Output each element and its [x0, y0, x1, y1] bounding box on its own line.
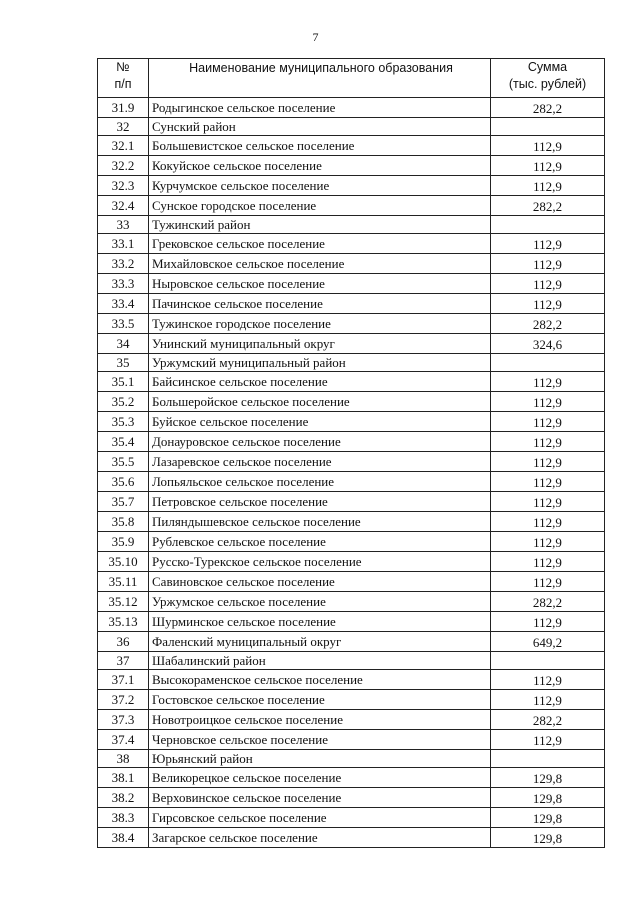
- row-name: Новотроицкое сельское поселение: [149, 710, 491, 730]
- row-name: Уржумский муниципальный район: [149, 354, 491, 372]
- row-sum-value: 324,6: [532, 337, 563, 352]
- row-number: 38.2: [98, 788, 149, 808]
- row-sum: [491, 216, 605, 234]
- table-row: [98, 216, 605, 234]
- table-row: [98, 472, 605, 492]
- row-sum-value: 112,9: [533, 415, 562, 430]
- table-row: [98, 334, 605, 354]
- row-sum: [491, 532, 605, 552]
- page-number: 7: [312, 30, 319, 44]
- row-sum: [491, 98, 605, 118]
- row-number: 32.4: [98, 196, 149, 216]
- row-name: Великорецкое сельское поселение: [149, 768, 491, 788]
- row-sum: [491, 828, 605, 848]
- table-row: [98, 196, 605, 216]
- row-sum: [491, 808, 605, 828]
- row-number: 32.3: [98, 176, 149, 196]
- row-sum: [491, 670, 605, 690]
- table-row: [98, 492, 605, 512]
- row-sum-value: 282,2: [532, 101, 563, 116]
- row-number: 37.2: [98, 690, 149, 710]
- row-number: 33.2: [98, 254, 149, 274]
- row-number: 38: [98, 750, 149, 768]
- row-sum-value: 112,9: [533, 515, 562, 530]
- row-sum-value: 129,8: [532, 771, 563, 786]
- row-number: 37: [98, 652, 149, 670]
- row-sum: [491, 274, 605, 294]
- row-sum: [491, 612, 605, 632]
- table-row: [98, 592, 605, 612]
- row-sum: [491, 294, 605, 314]
- row-sum-value: 112,9: [533, 395, 562, 410]
- row-name: Буйское сельское поселение: [149, 412, 491, 432]
- row-sum-value: 282,2: [532, 199, 563, 214]
- row-number: 38.3: [98, 808, 149, 828]
- row-number: 33.4: [98, 294, 149, 314]
- row-number: 35.1: [98, 372, 149, 392]
- table-row: [98, 670, 605, 690]
- row-name: Высокораменское сельское поселение: [149, 670, 491, 690]
- row-name: Юрьянский район: [149, 750, 491, 768]
- table-row: [98, 768, 605, 788]
- row-sum: [491, 234, 605, 254]
- row-sum-value: 112,9: [533, 535, 562, 550]
- row-number: 38.1: [98, 768, 149, 788]
- table-row: [98, 690, 605, 710]
- row-sum-value: 112,9: [533, 673, 562, 688]
- row-name: Сунское городское поселение: [149, 196, 491, 216]
- row-number: 35.3: [98, 412, 149, 432]
- row-name: Пиляндышевское сельское поселение: [149, 512, 491, 532]
- row-sum-value: 112,9: [533, 495, 562, 510]
- row-sum: [491, 750, 605, 768]
- row-sum: [491, 372, 605, 392]
- header-name: Наименование муниципального образования: [149, 59, 491, 98]
- row-sum-value: 282,2: [532, 713, 563, 728]
- row-sum: [491, 452, 605, 472]
- row-sum: [491, 254, 605, 274]
- row-name: Тужинский район: [149, 216, 491, 234]
- row-number: 31.9: [98, 98, 149, 118]
- row-sum-value: 112,9: [533, 475, 562, 490]
- table-row: [98, 254, 605, 274]
- row-number: 35.13: [98, 612, 149, 632]
- row-sum: [491, 652, 605, 670]
- row-sum-value: 112,9: [533, 277, 562, 292]
- row-name: Донауровское сельское поселение: [149, 432, 491, 452]
- row-sum-value: 129,8: [532, 791, 563, 806]
- row-name: Уржумское сельское поселение: [149, 592, 491, 612]
- table-row: [98, 750, 605, 768]
- row-sum: [491, 412, 605, 432]
- table-row: [98, 710, 605, 730]
- row-name: Михайловское сельское поселение: [149, 254, 491, 274]
- table-row: [98, 612, 605, 632]
- row-name: Гирсовское сельское поселение: [149, 808, 491, 828]
- row-number: 35.7: [98, 492, 149, 512]
- header-number: № п/п: [98, 59, 149, 98]
- row-number: 32: [98, 118, 149, 136]
- row-number: 34: [98, 334, 149, 354]
- row-sum-value: 129,8: [532, 831, 563, 846]
- row-name: Большеройское сельское поселение: [149, 392, 491, 412]
- row-sum: [491, 472, 605, 492]
- row-name: Загарское сельское поселение: [149, 828, 491, 848]
- table-row: [98, 512, 605, 532]
- table-row: [98, 828, 605, 848]
- row-number: 37.4: [98, 730, 149, 750]
- table-row: [98, 552, 605, 572]
- row-sum-value: 112,9: [533, 615, 562, 630]
- row-sum-value: 112,9: [533, 733, 562, 748]
- table-row: [98, 156, 605, 176]
- table-row: [98, 274, 605, 294]
- table-row: [98, 452, 605, 472]
- row-number: 37.1: [98, 670, 149, 690]
- row-number: 35.5: [98, 452, 149, 472]
- row-sum: [491, 730, 605, 750]
- row-sum: [491, 176, 605, 196]
- row-sum: [491, 354, 605, 372]
- row-number: 32.1: [98, 136, 149, 156]
- row-name: Родыгинское сельское поселение: [149, 98, 491, 118]
- row-name: Кокуйское сельское поселение: [149, 156, 491, 176]
- row-name: Фаленский муниципальный округ: [149, 632, 491, 652]
- row-sum: [491, 314, 605, 334]
- row-number: 35.11: [98, 572, 149, 592]
- row-number: 33.5: [98, 314, 149, 334]
- row-number: 38.4: [98, 828, 149, 848]
- row-sum: [491, 196, 605, 216]
- row-name: Курчумское сельское поселение: [149, 176, 491, 196]
- row-name: Большевистское сельское поселение: [149, 136, 491, 156]
- row-sum-value: 112,9: [533, 375, 562, 390]
- row-sum-value: 112,9: [533, 455, 562, 470]
- table-row: [98, 98, 605, 118]
- row-name: Сунский район: [149, 118, 491, 136]
- table-body: [98, 98, 605, 848]
- table-row: [98, 572, 605, 592]
- row-sum: [491, 788, 605, 808]
- row-sum-value: 112,9: [533, 693, 562, 708]
- row-sum-value: 282,2: [532, 317, 563, 332]
- table-row: [98, 354, 605, 372]
- row-number: 35: [98, 354, 149, 372]
- row-name: Лопьяльское сельское поселение: [149, 472, 491, 492]
- row-sum-value: 112,9: [533, 257, 562, 272]
- row-sum-value: 112,9: [533, 159, 562, 174]
- row-sum: [491, 552, 605, 572]
- row-sum-value: 112,9: [533, 237, 562, 252]
- municipalities-table: [97, 58, 605, 848]
- table-row: [98, 294, 605, 314]
- table-row: [98, 136, 605, 156]
- row-sum: [491, 632, 605, 652]
- table-row: [98, 234, 605, 254]
- row-name: Савиновское сельское поселение: [149, 572, 491, 592]
- row-name: Лазаревское сельское поселение: [149, 452, 491, 472]
- row-number: 35.12: [98, 592, 149, 612]
- row-name: Гостовское сельское поселение: [149, 690, 491, 710]
- row-name: Шурминское сельское поселение: [149, 612, 491, 632]
- row-sum: [491, 690, 605, 710]
- row-number: 35.9: [98, 532, 149, 552]
- row-sum: [491, 492, 605, 512]
- row-name: Черновское сельское поселение: [149, 730, 491, 750]
- row-sum: [491, 156, 605, 176]
- row-name: Унинский муниципальный округ: [149, 334, 491, 354]
- row-number: 33.1: [98, 234, 149, 254]
- table-row: [98, 176, 605, 196]
- row-sum-value: 129,8: [532, 811, 563, 826]
- row-number: 37.3: [98, 710, 149, 730]
- table-row: [98, 118, 605, 136]
- row-sum: [491, 334, 605, 354]
- row-sum-value: 112,9: [533, 139, 562, 154]
- row-sum: [491, 136, 605, 156]
- row-name: Верховинское сельское поселение: [149, 788, 491, 808]
- row-sum: [491, 432, 605, 452]
- table-row: [98, 632, 605, 652]
- table-row: [98, 432, 605, 452]
- row-name: Пачинское сельское поселение: [149, 294, 491, 314]
- row-sum: [491, 118, 605, 136]
- row-name: Рублевское сельское поселение: [149, 532, 491, 552]
- row-number: 36: [98, 632, 149, 652]
- table-row: [98, 730, 605, 750]
- row-sum: [491, 592, 605, 612]
- table-row: [98, 392, 605, 412]
- row-name: Шабалинский район: [149, 652, 491, 670]
- row-number: 33.3: [98, 274, 149, 294]
- row-sum-value: 112,9: [533, 297, 562, 312]
- row-name: Грековское сельское поселение: [149, 234, 491, 254]
- row-name: Байсинское сельское поселение: [149, 372, 491, 392]
- row-sum-value: 112,9: [533, 555, 562, 570]
- row-number: 35.10: [98, 552, 149, 572]
- row-name: Русско-Турекское сельское поселение: [149, 552, 491, 572]
- row-sum: [491, 572, 605, 592]
- row-name: Тужинское городское поселение: [149, 314, 491, 334]
- row-sum: [491, 710, 605, 730]
- row-sum-value: 112,9: [533, 435, 562, 450]
- table-row: [98, 412, 605, 432]
- row-number: 35.4: [98, 432, 149, 452]
- table-row: [98, 788, 605, 808]
- table-row: [98, 314, 605, 334]
- row-sum-value: 649,2: [532, 635, 563, 650]
- row-sum-value: 282,2: [532, 595, 563, 610]
- table-row: [98, 532, 605, 552]
- table-row: [98, 372, 605, 392]
- table-header-row: [98, 59, 605, 98]
- row-number: 33: [98, 216, 149, 234]
- row-number: 35.2: [98, 392, 149, 412]
- header-sum: Сумма (тыс. рублей): [491, 59, 605, 98]
- row-name: Ныровское сельское поселение: [149, 274, 491, 294]
- row-number: 35.8: [98, 512, 149, 532]
- row-number: 35.6: [98, 472, 149, 492]
- row-sum-value: 112,9: [533, 179, 562, 194]
- row-sum: [491, 392, 605, 412]
- row-sum: [491, 768, 605, 788]
- row-name: Петровское сельское поселение: [149, 492, 491, 512]
- table-row: [98, 808, 605, 828]
- row-sum: [491, 512, 605, 532]
- table-row: [98, 652, 605, 670]
- row-number: 32.2: [98, 156, 149, 176]
- row-sum-value: 112,9: [533, 575, 562, 590]
